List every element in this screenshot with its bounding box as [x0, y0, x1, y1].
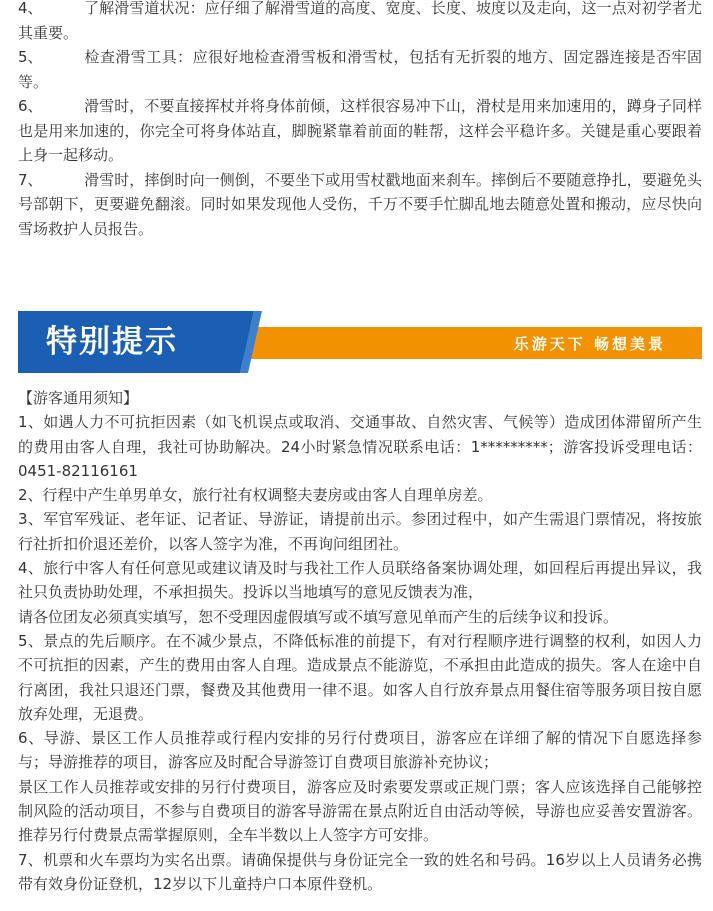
special-notice-banner [18, 311, 702, 373]
ski-tip-7 [18, 168, 702, 242]
notice-heading: 【游客通用须知】 [18, 389, 139, 407]
notice-paragraph: 5、景点的先后顺序。在不减少景点，不降低标准的前提下，有对行程顺序进行调整的权利，如因人力不可抗拒的因素，产生的费用由客人自理。造成景点不能游览，不承担由此造成的损失。客人在途中自行离团，我社只退还门票，餐费及其他费用一律不退。如客人自行放弃景点用餐住宿等服务项目按自愿放弃处理，无退费。 [18, 631, 702, 723]
notice-paragraph: 6、导游、景区工作人员推荐或行程内安排的另行付费项目，游客应在详细了解的情况下自愿选择参与；导游推荐的项目，游客应及时配合导游签订自费项目旅游补充协议； [18, 729, 702, 772]
notice-paragraph: 景区工作人员推荐或安排的另行付费项目，游客应及时索要发票或正规门票；客人应该选择自己能够控制风险的活动项目，不参与自费项目的游客导游需在景点附近自由活动等候，导游也应妥善安置游客。推荐另行付费景点需掌握原则，全车半数以上人签字方可安排。 [18, 777, 702, 845]
tip-number: 4、 [18, 0, 43, 17]
ski-tip-5 [18, 45, 702, 94]
notice-paragraph: 3、军官军残证、老年证、记者证、导游证，请提前出示。参团过程中，如产生需退门票情况，将按旅行社折扣价退还差价，以客人签字为准，不再询问组团社。 [18, 510, 702, 553]
tip-text: 检查滑雪工具：应很好地检查滑雪板和滑雪杖，包括有无折裂的地方、固定器连接是否牢固等。 [18, 48, 702, 91]
ski-tips-section [18, 0, 702, 241]
notice-paragraph: 2、行程中产生单男单女，旅行社有权调整夫妻房或由客人自理单房差。 [18, 486, 493, 505]
tip-number: 7、 [18, 170, 43, 189]
tip-number: 6、 [18, 97, 43, 115]
tourist-notice-section [18, 386, 702, 896]
notice-paragraph: 4、旅行中客人有任何意见或建议请及时与我社工作人员联络备案协调处理，如回程后再提出异议，我社只负责协助处理，不承担损失。投诉以当地填写的意见反馈表为准， [18, 559, 702, 602]
notice-paragraph: 请各位团友必须真实填写，恕不受理因虚假填写或不填写意见单而产生的后续争议和投诉。 [18, 607, 619, 626]
banner-slogan: 乐游天下 畅想美景 [513, 335, 666, 353]
tip-number: 5、 [18, 48, 43, 66]
tip-text: 了解滑雪道状况：应仔细了解滑雪道的高度、宽度、长度、坡度以及走向，这一点对初学者尤其重要。 [18, 0, 702, 42]
tip-text: 滑雪时，不要直接挥杖并将身体前倾，这样很容易冲下山，滑杖是用来加速用的，蹲身子同样也是用来加速的，你完全可将身体站直，脚腕紧靠着前面的鞋帮，这样会平稳许多。关键是重心要跟着上身一起移动。 [18, 97, 702, 164]
ski-tip-6 [18, 94, 702, 168]
tip-text: 滑雪时，摔倒时向一侧倒，不要坐下或用雪杖戳地面来刹车。摔倒后不要随意挣扎，要避免头号部朝下，更要避免翻滚。同时如果发现他人受伤，千万不要手忙脚乱地去随意处置和搬动，应尽快向雪场救护人员报告。 [18, 170, 702, 238]
ski-tip-4 [18, 0, 702, 45]
banner-title: 特别提示 [46, 324, 178, 360]
notice-paragraph: 7、机票和火车票均为实名出票。请确保提供与身份证完全一致的姓名和号码。16岁以上人员请务必携带有效身份证登机，12岁以下儿童持户口本原件登机。 [18, 850, 702, 893]
notice-paragraph: 1、如遇人力不可抗拒因素（如飞机误点或取消、交通事故、自然灾害、气候等）造成团体滞留所产生的费用由客人自理，我社可协助解决。24小时紧急情况联系电话：1*********；游客投诉受理电话：0451-82116161 [18, 413, 702, 480]
